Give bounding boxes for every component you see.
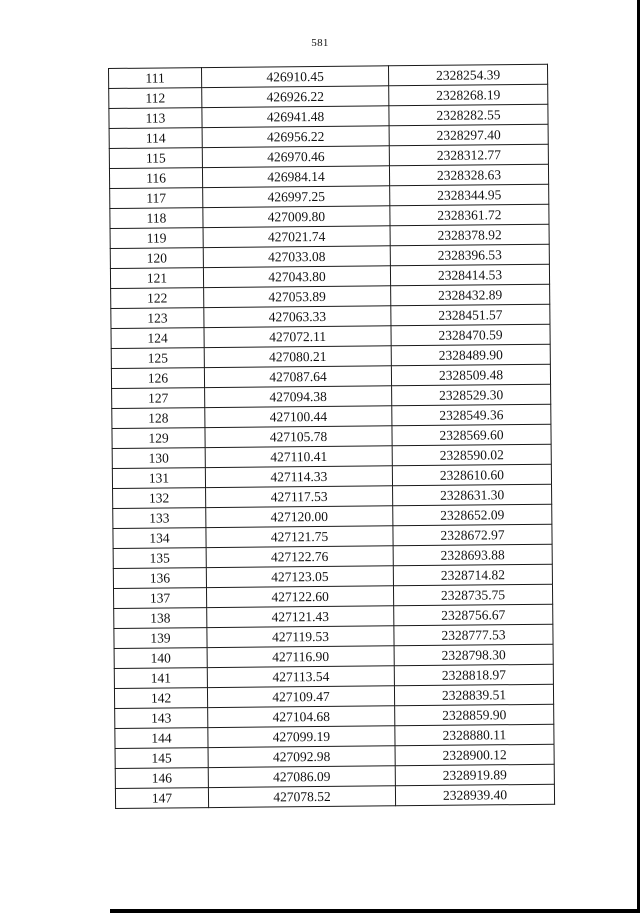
- y-coordinate-cell: 2328396.53: [390, 244, 549, 266]
- y-coordinate-cell: 2328529.30: [392, 384, 551, 406]
- y-coordinate-cell: 2328919.89: [395, 764, 554, 786]
- x-coordinate-cell: 426926.22: [202, 86, 389, 108]
- x-coordinate-cell: 427113.54: [207, 666, 394, 688]
- point-number-cell: 123: [111, 308, 204, 329]
- x-coordinate-cell: 427033.08: [203, 246, 390, 268]
- x-coordinate-cell: 426970.46: [202, 146, 389, 168]
- point-number-cell: 116: [109, 168, 202, 189]
- x-coordinate-cell: 427072.11: [204, 326, 391, 348]
- x-coordinate-cell: 427120.00: [206, 506, 393, 528]
- point-number-cell: 122: [111, 288, 204, 309]
- point-number-cell: 136: [113, 568, 206, 589]
- x-coordinate-cell: 426984.14: [202, 166, 389, 188]
- point-number-cell: 134: [113, 528, 206, 549]
- y-coordinate-cell: 2328328.63: [389, 164, 548, 186]
- coordinate-table: [108, 64, 555, 809]
- y-coordinate-cell: 2328672.97: [393, 524, 552, 546]
- point-number-cell: 147: [115, 788, 208, 809]
- y-coordinate-cell: 2328470.59: [391, 324, 550, 346]
- point-number-cell: 121: [110, 268, 203, 289]
- x-coordinate-cell: 426941.48: [202, 106, 389, 128]
- x-coordinate-cell: 427123.05: [206, 566, 393, 588]
- y-coordinate-cell: 2328631.30: [393, 484, 552, 506]
- y-coordinate-cell: 2328282.55: [389, 104, 548, 126]
- x-coordinate-cell: 427122.60: [206, 586, 393, 608]
- x-coordinate-cell: 427121.43: [207, 606, 394, 628]
- x-coordinate-cell: 427116.90: [207, 646, 394, 668]
- point-number-cell: 140: [114, 648, 207, 669]
- y-coordinate-cell: 2328880.11: [395, 724, 554, 746]
- x-coordinate-cell: 427086.09: [208, 766, 395, 788]
- y-coordinate-cell: 2328939.40: [395, 784, 554, 806]
- x-coordinate-cell: 427094.38: [205, 386, 392, 408]
- y-coordinate-cell: 2328312.77: [389, 144, 548, 166]
- point-number-cell: 138: [114, 608, 207, 629]
- x-coordinate-cell: 427080.21: [204, 346, 391, 368]
- point-number-cell: 131: [112, 468, 205, 489]
- point-number-cell: 128: [112, 408, 205, 429]
- x-coordinate-cell: 427063.33: [204, 306, 391, 328]
- x-coordinate-cell: 427104.68: [208, 706, 395, 728]
- x-coordinate-cell: 427122.76: [206, 546, 393, 568]
- x-coordinate-cell: 427100.44: [205, 406, 392, 428]
- y-coordinate-cell: 2328735.75: [393, 584, 552, 606]
- point-number-cell: 137: [113, 588, 206, 609]
- y-coordinate-cell: 2328432.89: [391, 284, 550, 306]
- point-number-cell: 124: [111, 328, 204, 349]
- x-coordinate-cell: 427092.98: [208, 746, 395, 768]
- y-coordinate-cell: 2328756.67: [394, 604, 553, 626]
- y-coordinate-cell: 2328344.95: [390, 184, 549, 206]
- page-frame-bottom-edge: [110, 909, 640, 913]
- point-number-cell: 120: [110, 248, 203, 269]
- y-coordinate-cell: 2328693.88: [393, 544, 552, 566]
- y-coordinate-cell: 2328777.53: [394, 624, 553, 646]
- x-coordinate-cell: 427110.41: [205, 446, 392, 468]
- point-number-cell: 129: [112, 428, 205, 449]
- y-coordinate-cell: 2328798.30: [394, 644, 553, 666]
- point-number-cell: 113: [109, 108, 202, 129]
- point-number-cell: 119: [110, 228, 203, 249]
- x-coordinate-cell: 427121.75: [206, 526, 393, 548]
- coordinate-table-body: [109, 64, 555, 808]
- x-coordinate-cell: 427105.78: [205, 426, 392, 448]
- point-number-cell: 133: [113, 508, 206, 529]
- x-coordinate-cell: 426956.22: [202, 126, 389, 148]
- y-coordinate-cell: 2328254.39: [388, 64, 547, 86]
- point-number-cell: 143: [115, 708, 208, 729]
- y-coordinate-cell: 2328652.09: [393, 504, 552, 526]
- x-coordinate-cell: 427078.52: [208, 786, 395, 808]
- y-coordinate-cell: 2328549.36: [392, 404, 551, 426]
- x-coordinate-cell: 427099.19: [208, 726, 395, 748]
- point-number-cell: 118: [110, 208, 203, 229]
- y-coordinate-cell: 2328451.57: [391, 304, 550, 326]
- x-coordinate-cell: 426910.45: [202, 66, 389, 88]
- x-coordinate-cell: 427043.80: [203, 266, 390, 288]
- point-number-cell: 132: [113, 488, 206, 509]
- point-number-cell: 114: [109, 128, 202, 149]
- point-number-cell: 135: [113, 548, 206, 569]
- point-number-cell: 146: [115, 768, 208, 789]
- point-number-cell: 145: [115, 748, 208, 769]
- y-coordinate-cell: 2328268.19: [389, 84, 548, 106]
- point-number-cell: 117: [110, 188, 203, 209]
- point-number-cell: 126: [111, 368, 204, 389]
- y-coordinate-cell: 2328714.82: [393, 564, 552, 586]
- x-coordinate-cell: 427053.89: [204, 286, 391, 308]
- x-coordinate-cell: 427109.47: [207, 686, 394, 708]
- x-coordinate-cell: 427114.33: [205, 466, 392, 488]
- point-number-cell: 139: [114, 628, 207, 649]
- point-number-cell: 115: [109, 148, 202, 169]
- point-number-cell: 111: [109, 68, 202, 89]
- x-coordinate-cell: 427119.53: [207, 626, 394, 648]
- y-coordinate-cell: 2328839.51: [394, 684, 553, 706]
- y-coordinate-cell: 2328414.53: [390, 264, 549, 286]
- y-coordinate-cell: 2328297.40: [389, 124, 548, 146]
- x-coordinate-cell: 427117.53: [206, 486, 393, 508]
- x-coordinate-cell: 426997.25: [203, 186, 390, 208]
- y-coordinate-cell: 2328900.12: [395, 744, 554, 766]
- y-coordinate-cell: 2328859.90: [395, 704, 554, 726]
- y-coordinate-cell: 2328361.72: [390, 204, 549, 226]
- point-number-cell: 142: [114, 688, 207, 709]
- point-number-cell: 130: [112, 448, 205, 469]
- y-coordinate-cell: 2328509.48: [391, 364, 550, 386]
- x-coordinate-cell: 427021.74: [203, 226, 390, 248]
- x-coordinate-cell: 427009.80: [203, 206, 390, 228]
- point-number-cell: 127: [112, 388, 205, 409]
- y-coordinate-cell: 2328818.97: [394, 664, 553, 686]
- x-coordinate-cell: 427087.64: [204, 366, 391, 388]
- y-coordinate-cell: 2328610.60: [392, 464, 551, 486]
- y-coordinate-cell: 2328590.02: [392, 444, 551, 466]
- page-number: 581: [311, 37, 329, 49]
- y-coordinate-cell: 2328569.60: [392, 424, 551, 446]
- y-coordinate-cell: 2328489.90: [391, 344, 550, 366]
- point-number-cell: 125: [111, 348, 204, 369]
- point-number-cell: 141: [114, 668, 207, 689]
- point-number-cell: 112: [109, 88, 202, 109]
- point-number-cell: 144: [115, 728, 208, 749]
- y-coordinate-cell: 2328378.92: [390, 224, 549, 246]
- table-row: [115, 784, 554, 808]
